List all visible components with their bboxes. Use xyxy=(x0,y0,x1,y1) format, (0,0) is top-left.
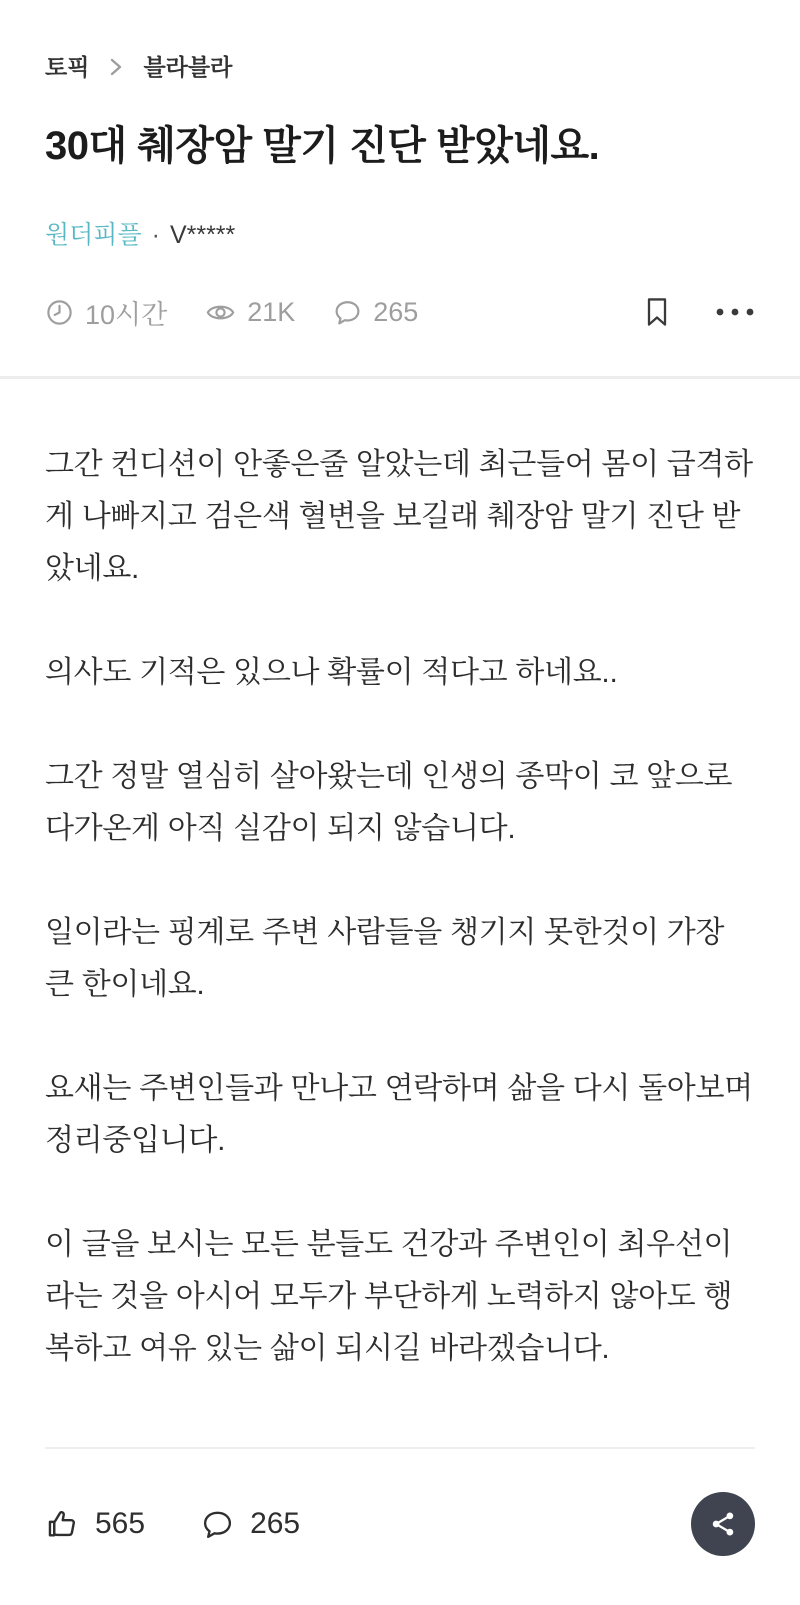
time-stat xyxy=(45,293,167,332)
speech-bubble-icon xyxy=(201,1508,234,1541)
comments-stat xyxy=(333,297,418,328)
body-paragraph: 요새는 주변인들과 만나고 연락하며 삶을 다시 돌아보며 정리중입니다. xyxy=(45,1072,753,1157)
views-value: 21K xyxy=(247,296,296,327)
chevron-right-icon xyxy=(107,55,125,79)
eye-icon xyxy=(205,298,236,327)
body-paragraph: 그간 정말 열심히 살아왔는데 인생의 종막이 코 앞으로 다가온게 아직 실감이 되지 않습니다. xyxy=(45,760,733,845)
thumbs-up-icon xyxy=(45,1507,79,1541)
bookmark-icon xyxy=(643,296,671,328)
author-company[interactable]: 원더피플 xyxy=(45,221,142,249)
body-paragraph: 그간 컨디션이 안좋은줄 알았는데 최근들어 몸이 급격하게 나빠지고 검은색 혈변을 보길래 췌장암 말기 진단 받았네요. xyxy=(45,448,753,585)
post-title: 30대 췌장암 말기 진단 받았네요. xyxy=(45,124,600,168)
more-dots-icon xyxy=(715,307,755,317)
body-paragraph: 일이라는 핑계로 주변 사람들을 챙기지 못한것이 가장 큰 한이네요. xyxy=(45,916,725,1001)
author-separator: · xyxy=(151,221,160,249)
clock-icon xyxy=(45,298,74,327)
share-button[interactable] xyxy=(691,1492,755,1556)
post-footer xyxy=(0,1491,800,1557)
breadcrumb xyxy=(45,52,755,82)
body-paragraph: 이 글을 보시는 모든 분들도 건강과 주변인이 최우선이라는 것을 아시어 모두가 부단하게 노력하지 않아도 행복하고 여유 있는 삶이 되시길 바라겠습니다. xyxy=(45,1228,733,1365)
comments-value: 265 xyxy=(373,296,419,327)
like-count: 565 xyxy=(95,1507,146,1540)
post-header xyxy=(0,0,800,332)
like-button[interactable] xyxy=(45,1507,145,1541)
time-value: 10시간 xyxy=(85,299,168,330)
breadcrumb-topic[interactable]: 토픽 xyxy=(45,54,90,80)
more-button[interactable] xyxy=(715,307,755,317)
speech-bubble-icon xyxy=(333,298,362,327)
share-nodes-icon xyxy=(708,1509,738,1539)
post-body xyxy=(0,379,800,1375)
author-masked-id: V***** xyxy=(169,221,236,249)
comment-button[interactable] xyxy=(201,1507,300,1541)
views-stat xyxy=(205,297,295,328)
body-footer-divider xyxy=(45,1447,755,1449)
post-meta-row xyxy=(45,292,755,332)
breadcrumb-board[interactable]: 블라블라 xyxy=(143,54,233,80)
comment-count: 265 xyxy=(250,1507,301,1540)
author-row xyxy=(45,218,755,252)
body-paragraph: 의사도 기적은 있으나 확률이 적다고 하네요.. xyxy=(45,656,618,689)
bookmark-button[interactable] xyxy=(643,296,671,328)
